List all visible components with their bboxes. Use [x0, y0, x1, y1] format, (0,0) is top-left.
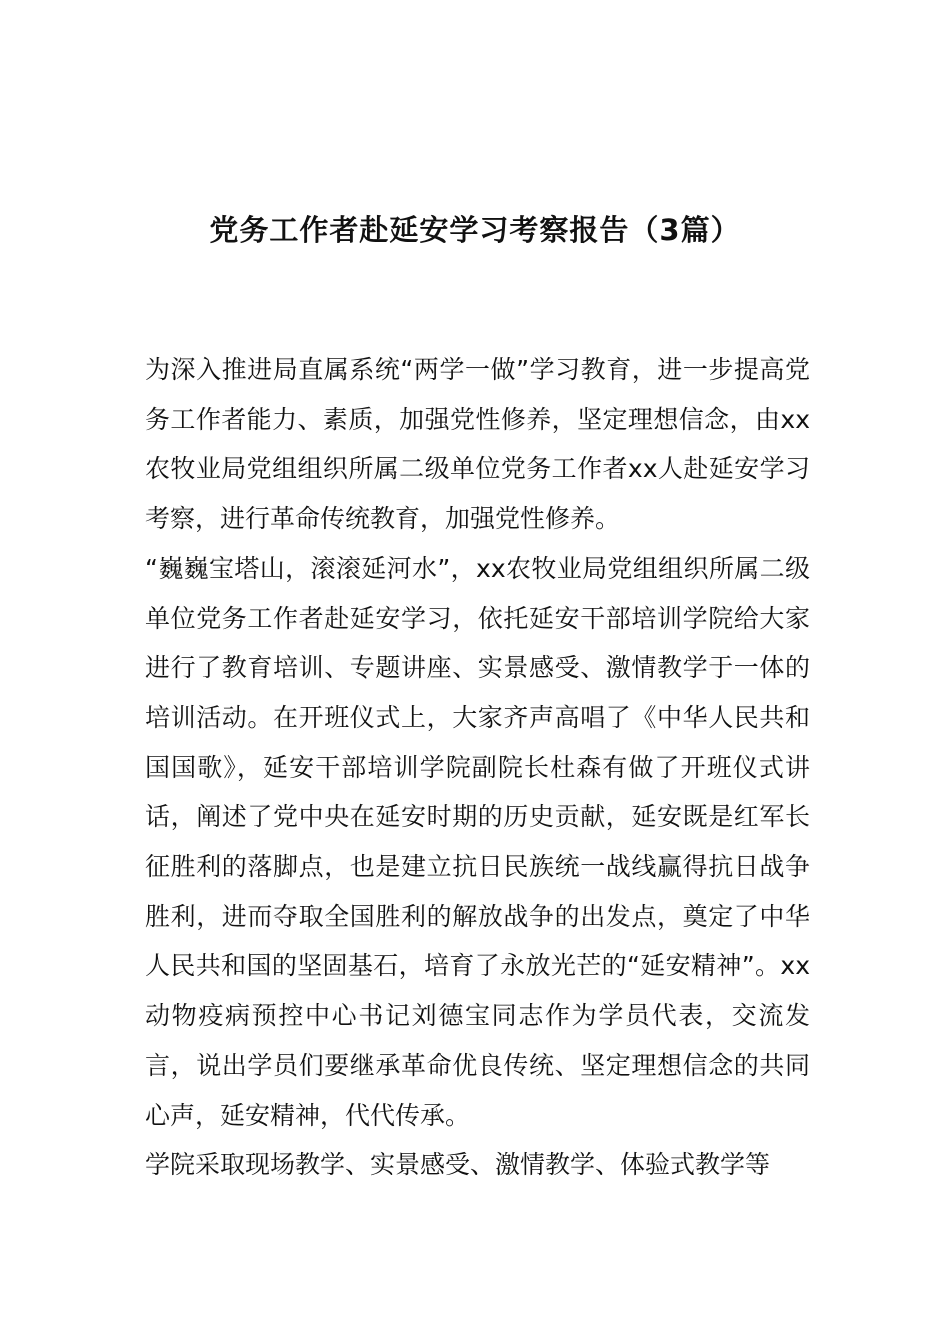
paragraph-2: “巍巍宝塔山，滚滚延河水”，xx农牧业局党组组织所属二级单位党务工作者赴延安学习，依托延安干部培训学院给大家进行了教育培训、专题讲座、实景感受、激情教学于一体的培训活动。在开班仪式上，大家齐声高唱了《中华人民共和国国歌》，延安干部培训学院副院长杜森有做了开班仪式讲话，阐述了党中央在延安时期的历史贡献，延安既是红军长征胜利的落脚点，也是建立抗日民族统一战线赢得抗日战争胜利，进而夺取全国胜利的解放战争的出发点，奠定了中华人民共和国的坚固基石，培育了永放光芒的“延安精神”。xx动物疫病预控中心书记刘德宝同志作为学员代表，交流发言，说出学员们要继承革命优良传统、坚定理想信念的共同心声，延安精神，代代传承。: [145, 553, 810, 1130]
document-title: 党务工作者赴延安学习考察报告（3篇）: [209, 213, 741, 247]
paragraph-3: 学院采取现场教学、实景感受、激情教学、体验式教学等: [145, 1150, 771, 1180]
paragraph-1: 为深入推进局直属系统“两学一做”学习教育，进一步提高党务工作者能力、素质，加强党性修养，坚定理想信念，由xx农牧业局党组组织所属二级单位党务工作者xx人赴延安学习考察，进行革命传统教育，加强党性修养。: [145, 355, 810, 534]
document-body: [145, 345, 810, 1190]
